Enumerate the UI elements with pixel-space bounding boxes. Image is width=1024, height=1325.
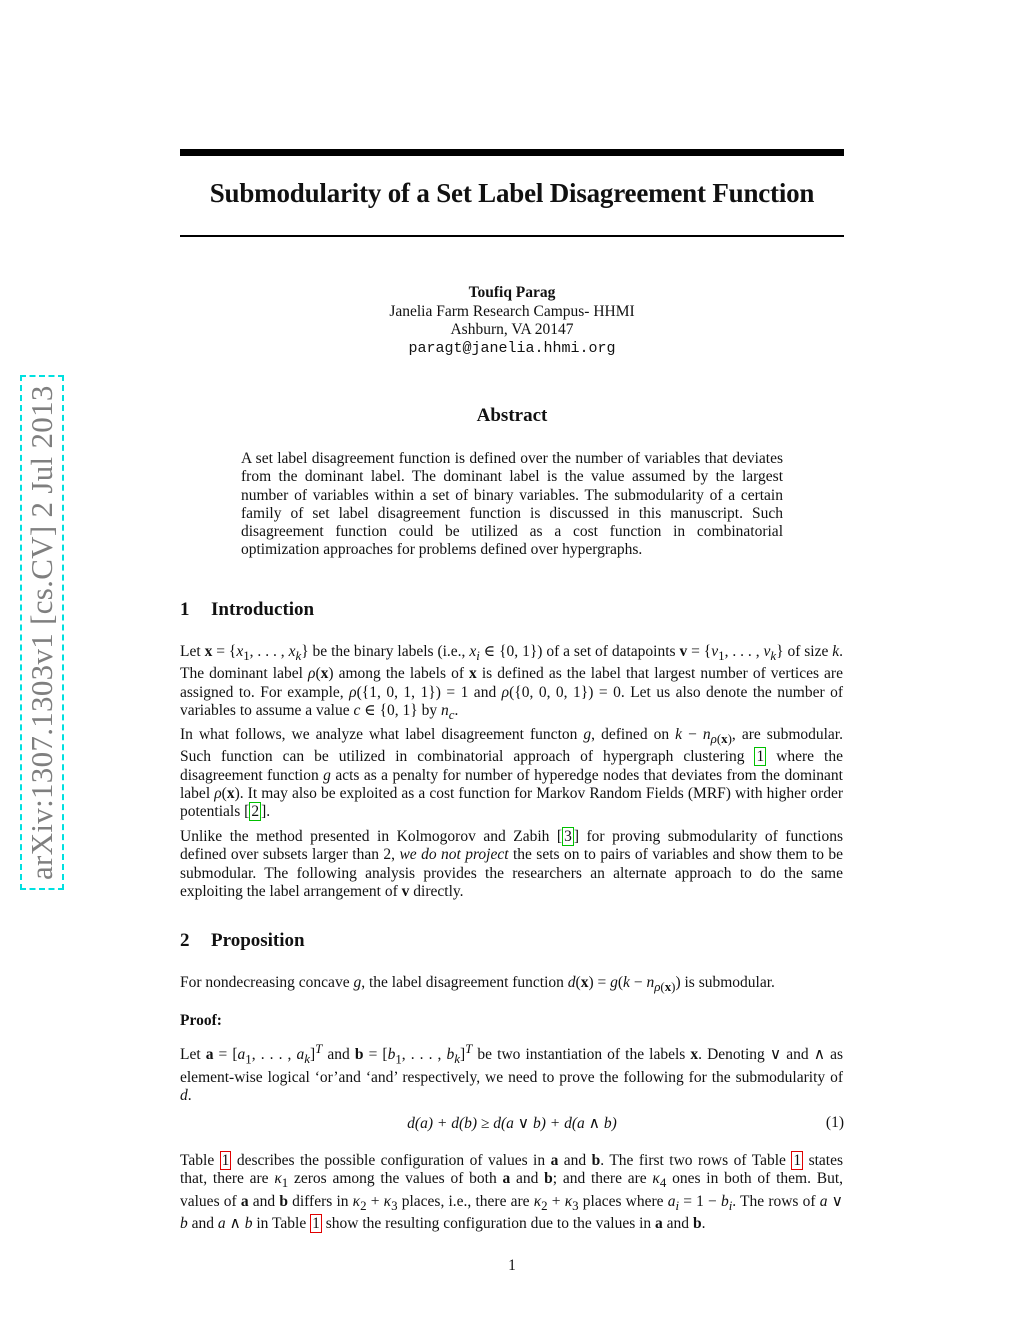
author-location: Ashburn, VA 20147 [450,321,574,338]
table-reference-link[interactable]: 1 [793,1152,802,1169]
section-title: Introduction [211,599,315,620]
arxiv-stamp: arXiv:1307.1303v1 [cs.CV] 2 Jul 2013 [20,375,64,890]
citation-link[interactable]: 3 [564,828,572,845]
table-reference-link[interactable]: 1 [221,1152,230,1169]
citation-link[interactable]: 1 [756,748,765,766]
author-affiliation: Janelia Farm Research Campus- HHMI [389,302,635,320]
abstract-heading: Abstract [476,405,548,426]
section-number: 1 [180,599,190,620]
intro-paragraph-2: In what follows, we analyze what label disagreement functon g, defined on $k - n_{\rho(x)}$, are submodular. Such function can be utilized in combinatorial approach of hypergraph clustering 1 where the disagreement function g acts as a penalty for number of hyperedge nodes that deviates from the dominant label ρ(x). It may also be exploited as a cost function for Markov Random Fields (MRF) with higher order potentials [ 2 ]. [180,726,843,821]
equation-number: (1) [825,1114,844,1131]
section-number: 2 [180,930,190,951]
table-reference-link[interactable]: 1 [312,1215,320,1233]
citation-link[interactable]: 2 [251,803,260,821]
proof-paragraph-2: Table 1 describes the possible configuration of values in a and b. The first two rows of Table 1 states that, there are $\kappa_1$ zeros among the values of both a and b; and there are $\kappa_4$ ones in both of them. But, values of a and b differs in $\kappa_2 + \kappa_3$ places, i.e., there are $\kappa_2 + \kappa_3$ places where $a_i = 1 - b_i$. The rows of a ∨ b and a ∧ b in Table 1 show the resulting configuration due to the values in a and b. [180,1152,844,1233]
intro-paragraph-3: Unlike the method presented in Kolmogorov and Zabih [ 3 ] for proving submodularity of functions defined over subsets larger than 2, we do not project the sets on to pairs of variables and show them to be submodular. The following analysis provides the researchers an alternate approach to do the same exploiting the label arrangement of v directly. [180,828,843,900]
paper-title: Submodularity of a Set Label Disagreement Function [209,178,815,208]
proposition-statement: For nondecreasing concave g, the label disagreement function $d(x) = g(k - n_{\rho(x)})$ is submodular. [180,974,775,995]
abstract-text: A set label disagreement function is defined over the number of variables that deviates from the dominant label. The dominant label is the value assumed by the largest number of variables within a set of binary variables. The submodularity of a certain family of set label disagreement function is discussed in this manuscript. Such disagreement function could be utilized as a cost function in combinatorial optimization approaches for problems defined over hypergraphs. [241,450,783,559]
author-block [300,284,724,358]
title-top-rule [180,149,844,156]
intro-paragraph-1: Let $x = \{x_1$, . . . , $x_k$} be the binary labels (i.e., $x_i$ ∈ {0, 1}) of a set of datapoints $v = \{v_1$, . . . , $v_k$} of size k. The dominant label ρ(x) among the labels of x is defined as the label that largest number of vertices are assigned to. For example, ρ({1, 0, 1, 1}) = 1 and ρ({0, 0, 0, 1}) = 0. Let us also denote the number of variables to assume a value c ∈ {0, 1} by $n_c$. [180,643,844,723]
page-number: 1 [508,1257,516,1274]
title-bottom-rule [180,235,844,237]
section-heading-introduction [180,599,314,621]
proof-paragraph-1: Let $a = [a_1$, . . . , $a_k]^T$ and $b = [b_1$, . . . , $b_k]^T$ be two instantiation of the labels x. Denoting ∨ and ∧ as element-wise logical ‘or’and ‘and’ respectively, we need to prove the following for the submodularity of d. [180,1041,844,1104]
section-title: Proposition [211,930,305,951]
equation-body: d(a) + d(b) ≥ d(a ∨ b) + d(a ∧ b) [407,1115,617,1132]
section-heading-proposition [180,930,305,952]
author-email[interactable]: paragt@janelia.hhmi.org [408,339,616,357]
author-name: Toufiq Parag [468,284,556,301]
proof-label: Proof: [180,1012,222,1029]
